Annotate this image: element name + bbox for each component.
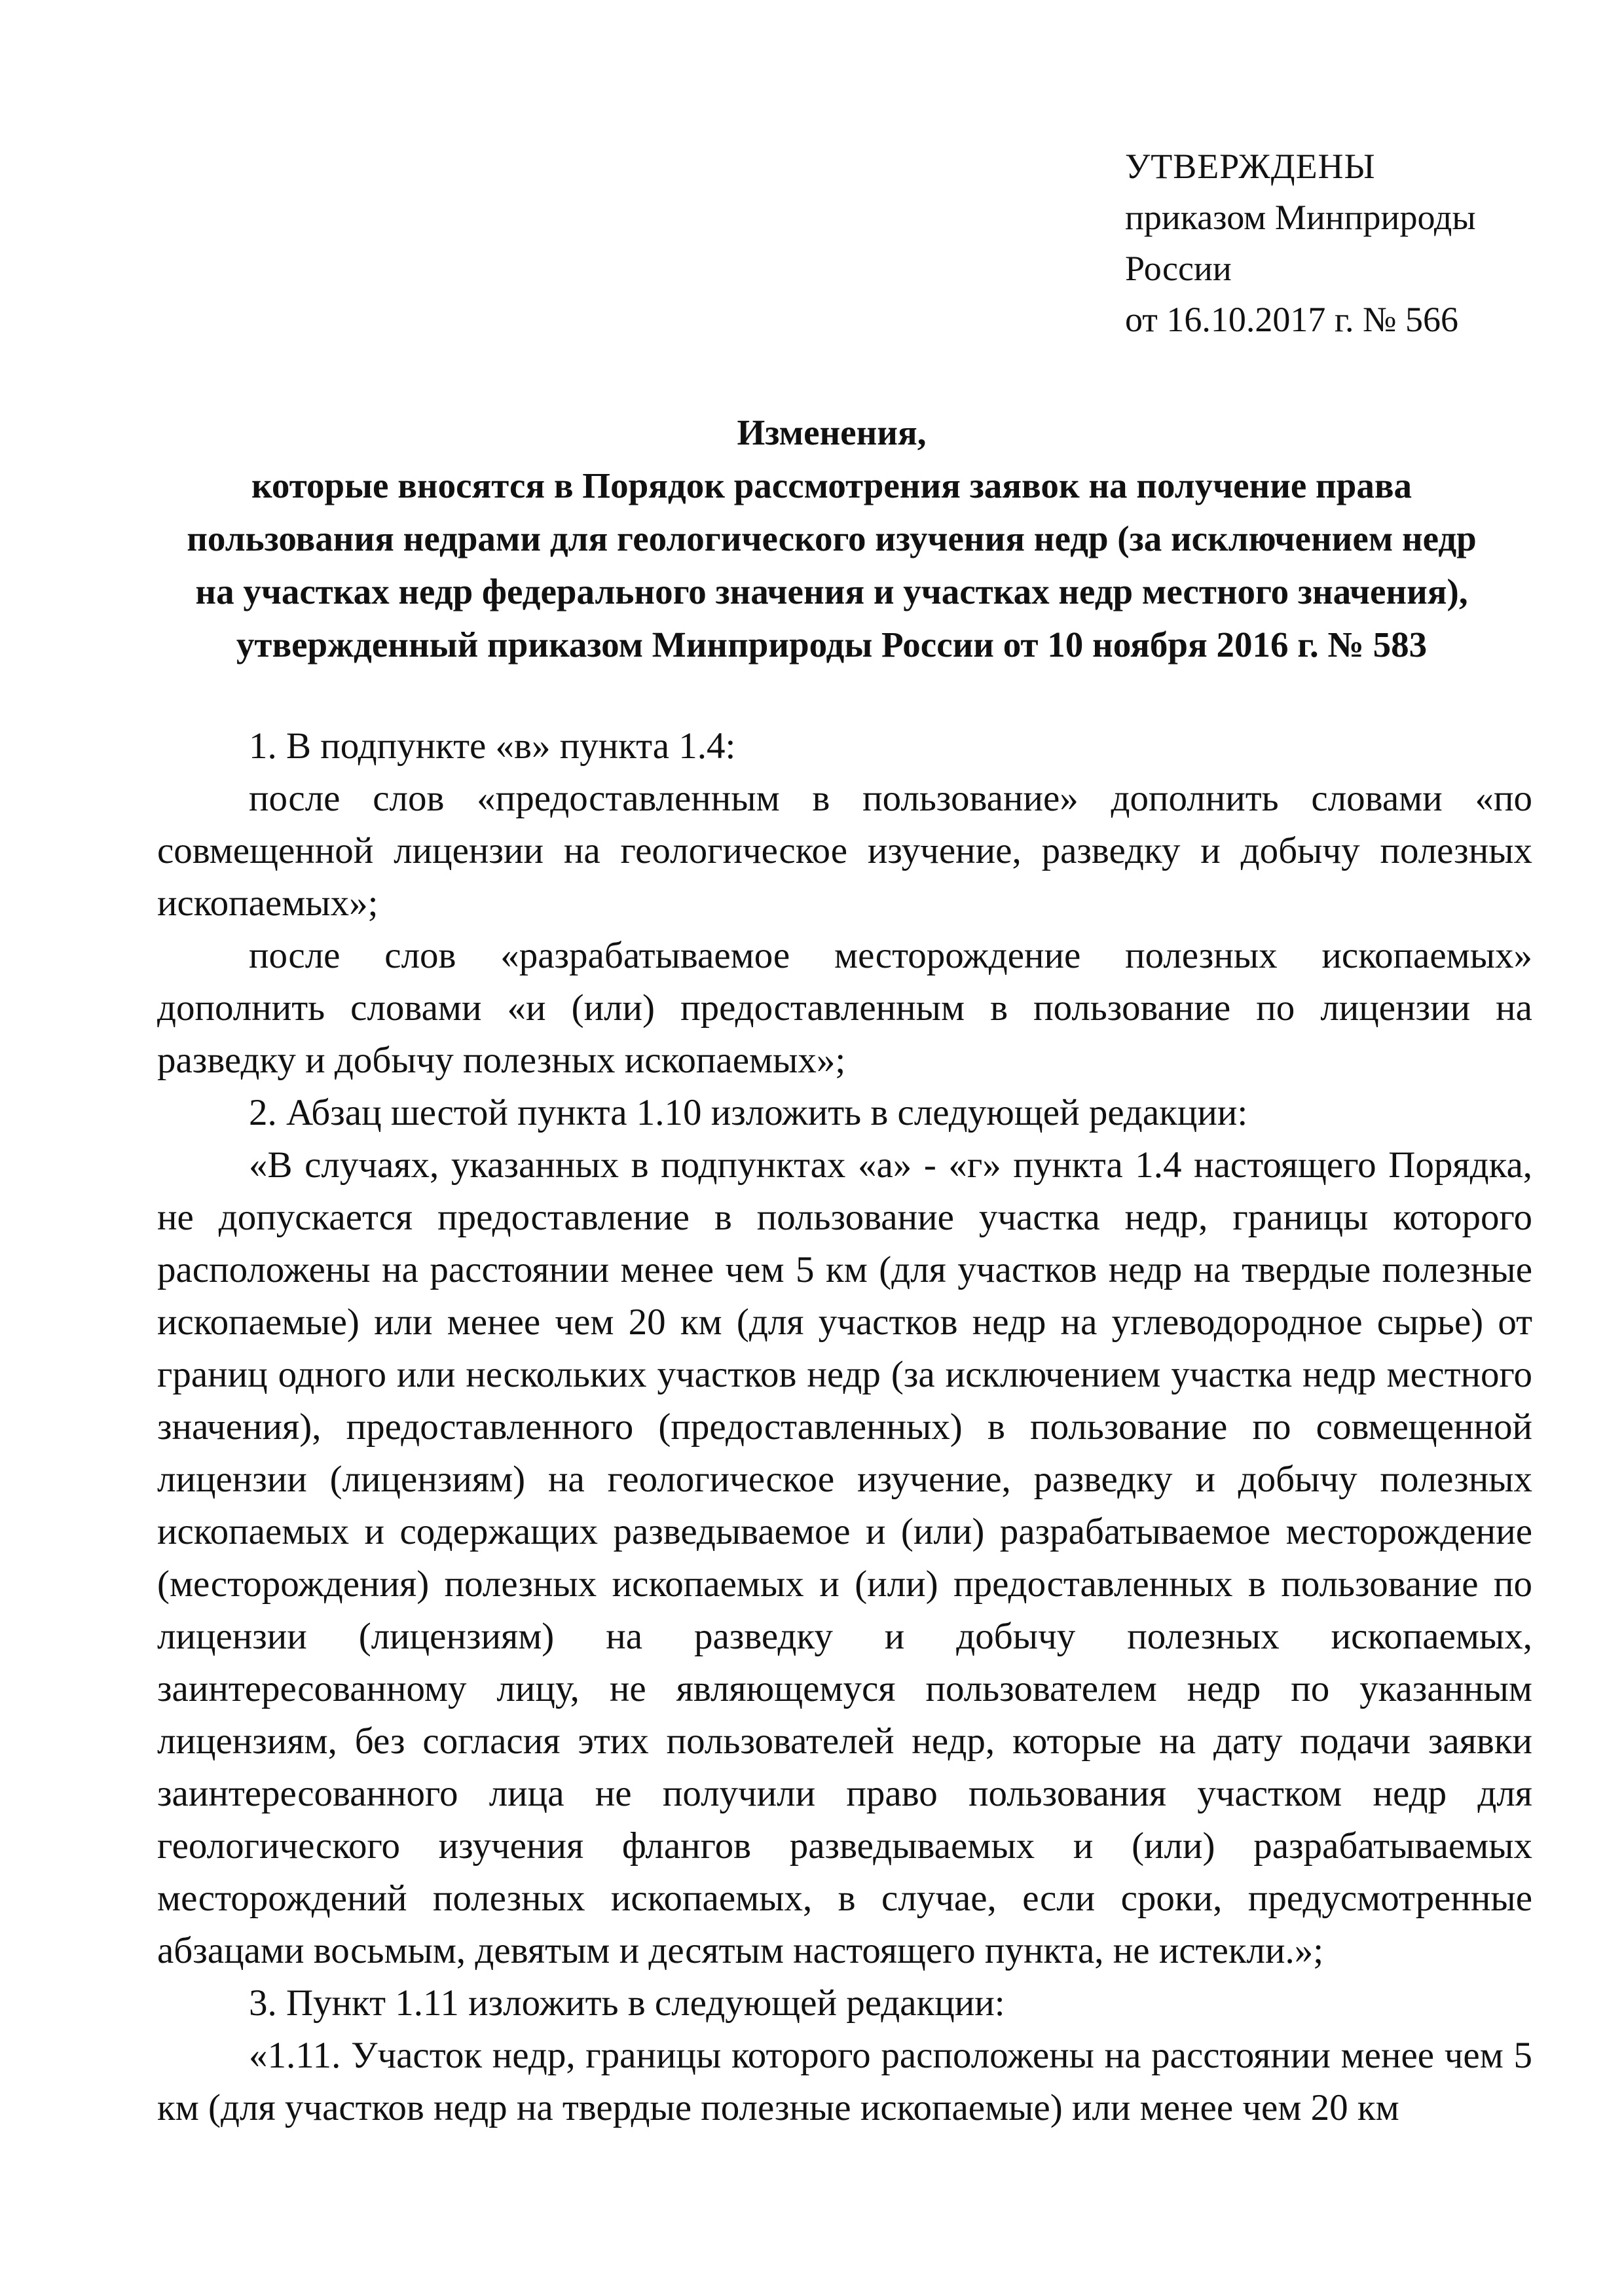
approval-stamp — [1125, 141, 1583, 345]
approval-date-line: от 16.10.2017 г. № 566 — [1125, 300, 1458, 339]
approval-order-line: приказом Минприроды — [1125, 198, 1476, 237]
paragraph-quoted-text: «В случаях, указанных в подпунктах «а» - «г» пункта 1.4 настоящего Порядка, не допускается предоставление в пользование участка недр, границы которого расположены на расстоянии менее чем 5 км (для участков недр на твердые полезные ископаемые) или менее чем 20 км (для участков недр на углеводородное сырье) от границ одного или нескольких участков недр (за исключением участка недр местного значения), предоставленного (предоставленных) в пользование по совмещенной лицензии (лицензиям) на геологическое изучение, разведку и добычу полезных ископаемых и содержащих разведываемое и (или) разрабатываемое месторождение (месторождения) полезных ископаемых и (или) предоставленных в пользование по лицензии (лицензиям) на разведку и добычу полезных ископаемых, заинтересованному лицу, не являющемуся пользователем недр по указанным лицензиям, без согласия этих пользователей недр, которые на дату подачи заявки заинтересованного лица не получили право пользования участком недр для геологического изучения флангов разведываемых и (или) разрабатываемых месторождений полезных ископаемых, в случае, если сроки, предусмотренные абзацами восьмым, девятым и десятым настоящего пункта, не истекли.»; — [157, 1144, 1532, 1971]
paragraph-item-2: 2. Абзац шестой пункта 1.10 изложить в следующей редакции: — [249, 1092, 1248, 1133]
paragraph-item-3: 3. Пункт 1.11 изложить в следующей редакции: — [249, 1982, 1005, 2024]
title-line-4: на участках недр федерального значения и участках недр местного значения), — [195, 572, 1468, 611]
title-line-5: утвержденный приказом Минприроды России от 10 ноября 2016 г. № 583 — [236, 625, 1428, 665]
title-line-1: Изменения, — [737, 412, 927, 452]
title-line-3: пользования недрами для геологического изучения недр (за исключением недр — [187, 519, 1477, 558]
paragraph-amendment-1b: после слов «разрабатываемое месторождение полезных ископаемых» дополнить словами «и (или) предоставленным в пользование по лицензии на разведку и добычу полезных ископаемых»; — [157, 935, 1532, 1081]
paragraph-amendment-1a: после слов «предоставленным в пользование» дополнить словами «по совмещенной лицензии на геологическое изучение, разведку и добычу полезных ископаемых»; — [157, 778, 1532, 924]
document-body — [157, 720, 1532, 2134]
paragraph-item-1: 1. В подпункте «в» пункта 1.4: — [249, 725, 736, 767]
title-line-2: которые вносятся в Порядок рассмотрения заявок на получение права — [251, 465, 1412, 505]
paragraph-item-1-11: «1.11. Участок недр, границы которого расположены на расстоянии менее чем 5 км (для участков недр на твердые полезные ископаемые) или менее чем 20 км — [157, 2035, 1532, 2128]
approval-country-line: России — [1125, 249, 1232, 288]
document-title — [144, 406, 1519, 671]
approval-heading: УТВЕРЖДЕНЫ — [1125, 147, 1376, 186]
